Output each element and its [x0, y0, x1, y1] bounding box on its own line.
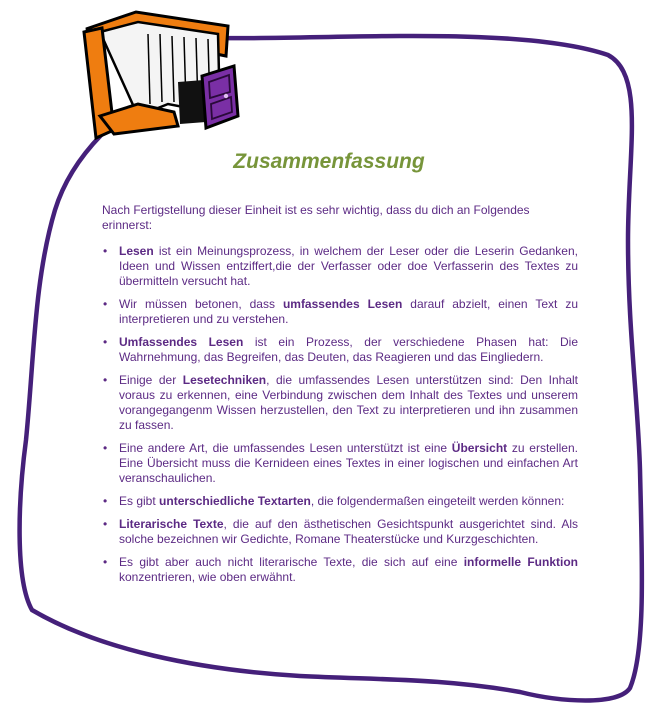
open-book-with-door-icon — [78, 4, 244, 144]
bullet-icon: • — [103, 441, 108, 455]
item-text: , die folgendermaßen eingeteilt werden können: — [310, 494, 565, 508]
page-title: Zusammenfassung — [233, 150, 425, 173]
bullet-icon: • — [103, 555, 108, 569]
bullet-icon: • — [103, 517, 108, 531]
item-text: Es gibt aber auch nicht literarische Texte, die sich auf eine — [119, 555, 464, 569]
bullet-icon: • — [103, 335, 108, 349]
summary-content — [102, 203, 578, 593]
item-text: konzentrieren, wie oben erwähnt. — [119, 570, 296, 584]
intro-text: Nach Fertigstellung dieser Einheit ist es sehr wichtig, dass du dich an Folgendes erinnerst: — [102, 203, 530, 232]
summary-list — [102, 244, 578, 585]
item-text: Es gibt — [119, 494, 160, 508]
emphasis-text: Lesetechniken — [182, 373, 267, 387]
emphasis-text: informelle Funktion — [463, 555, 578, 569]
item-text: Eine andere Art, die umfassendes Lesen unterstützt ist eine — [119, 441, 452, 455]
bullet-icon: • — [103, 244, 108, 258]
item-text: Wir müssen betonen, dass — [119, 297, 283, 311]
item-text: Einige der — [119, 373, 183, 387]
list-item — [102, 244, 578, 289]
list-item — [102, 494, 578, 509]
emphasis-text: Übersicht — [451, 441, 508, 455]
item-text: zu erstellen. Eine Übersicht muss die Kernideen eines Textes in einer logischen und einfachen Art veranschaulichen. — [119, 441, 578, 485]
list-item — [102, 555, 578, 585]
list-item — [102, 517, 578, 547]
emphasis-text: Lesen — [119, 244, 154, 258]
bullet-icon: • — [103, 373, 108, 387]
list-item — [102, 297, 578, 327]
list-item — [102, 441, 578, 486]
item-text: darauf abzielt, einen Text zu interpretieren und zu verstehen. — [119, 297, 579, 326]
list-item — [102, 373, 578, 433]
item-text: ist ein Meinungsprozess, in welchem der Leser oder die Leserin Gedanken, Ideen und Wissen entziffert,die der Verfasser oder doe Verfasserin des Textes zu übermitteln versucht hat. — [119, 244, 578, 288]
item-text: ist ein Prozess, der verschiedene Phasen hat: Die Wahrnehmung, das Begreifen, das Deuten, das Reagieren und das Eingliedern. — [119, 335, 578, 364]
emphasis-text: unterschiedliche Textarten — [159, 494, 311, 508]
bullet-icon: • — [103, 494, 108, 508]
emphasis-text: Umfassendes Lesen — [119, 335, 244, 349]
emphasis-text: Literarische Texte — [119, 517, 224, 531]
list-item — [102, 335, 578, 365]
item-text: , die auf den ästhetischen Gesichtspunkt ausgerichtet sind. Als solche bezeichnen wir Gedichte, Romane Theaterstücke und Kurzgeschichten. — [119, 517, 578, 546]
bullet-icon: • — [103, 297, 108, 311]
item-text: , die umfassendes Lesen unterstützen sind: Den Inhalt voraus zu erkennen, eine Verbindung zwischen dem Inhalt des Textes und unserem vorangegangenm Wissen herzustellen, den Text zu interpretieren und ihn zusammen zu fassen. — [119, 373, 579, 432]
emphasis-text: umfassendes Lesen — [282, 297, 403, 311]
